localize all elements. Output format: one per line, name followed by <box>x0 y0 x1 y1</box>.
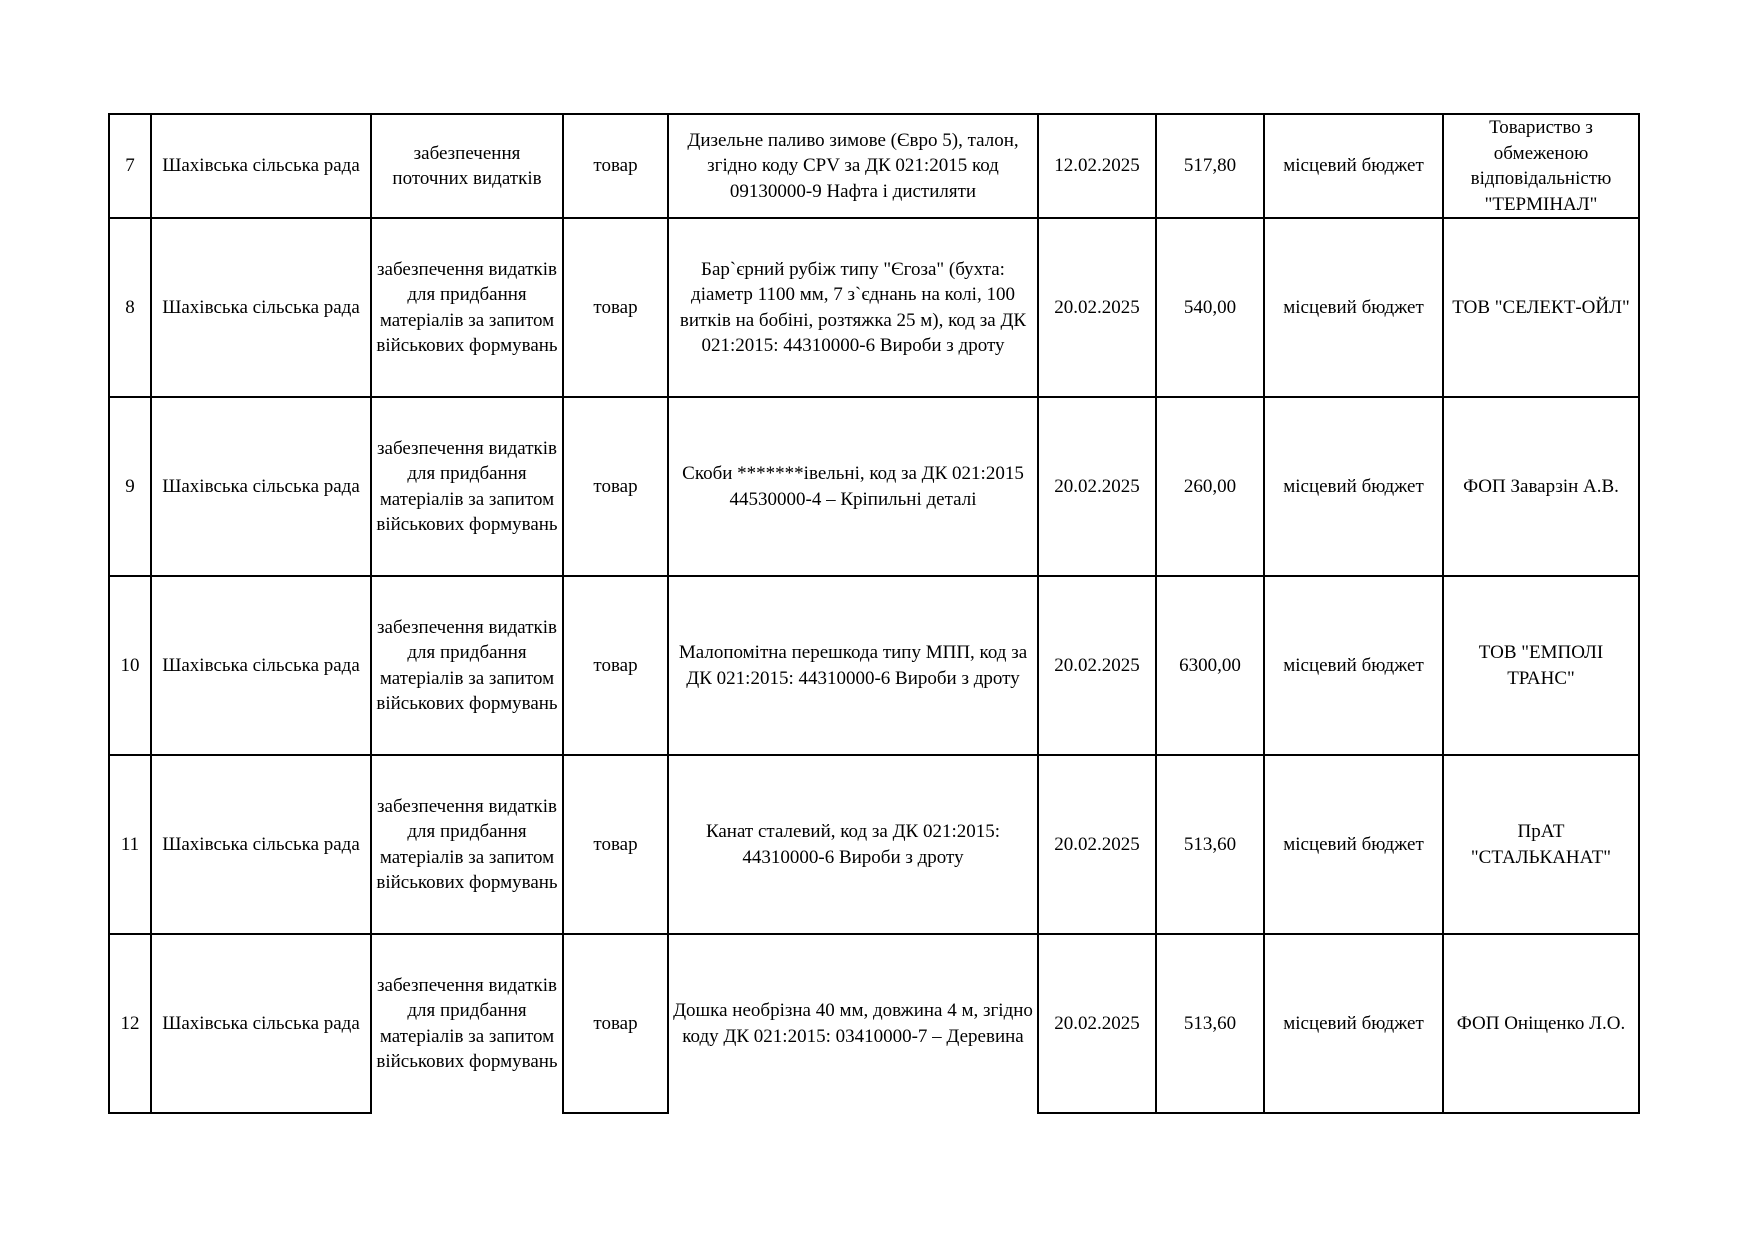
amount-cell: 260,00 <box>1156 397 1264 576</box>
row-number: 10 <box>109 576 151 755</box>
type-cell: товар <box>563 934 668 1113</box>
subject-cell: Малопомітна перешкода типу МПП, код за ДК 021:2015: 44310000-6 Вироби з дроту <box>668 576 1038 755</box>
date-cell: 20.02.2025 <box>1038 755 1156 934</box>
purpose-cell: забезпечення видатків для придбання матеріалів за запитом військових формувань <box>371 576 563 755</box>
supplier-cell: ФОП Заварзін А.В. <box>1443 397 1639 576</box>
organization-cell: Шахівська сільська рада <box>151 114 371 218</box>
row-number: 7 <box>109 114 151 218</box>
row-number: 12 <box>109 934 151 1113</box>
amount-cell: 540,00 <box>1156 218 1264 397</box>
type-cell: товар <box>563 576 668 755</box>
purpose-cell: забезпечення поточних видатків <box>371 114 563 218</box>
date-cell: 20.02.2025 <box>1038 576 1156 755</box>
type-cell: товар <box>563 114 668 218</box>
type-cell: товар <box>563 397 668 576</box>
funding-source-cell: місцевий бюджет <box>1264 576 1443 755</box>
funding-source-cell: місцевий бюджет <box>1264 114 1443 218</box>
funding-source-cell: місцевий бюджет <box>1264 934 1443 1113</box>
row-number: 8 <box>109 218 151 397</box>
funding-source-cell: місцевий бюджет <box>1264 218 1443 397</box>
date-cell: 20.02.2025 <box>1038 218 1156 397</box>
procurement-table <box>108 113 1640 1114</box>
purpose-cell: забезпечення видатків для придбання матеріалів за запитом військових формувань <box>371 397 563 576</box>
table-row <box>109 218 1639 397</box>
row-number: 9 <box>109 397 151 576</box>
funding-source-cell: місцевий бюджет <box>1264 755 1443 934</box>
type-cell: товар <box>563 218 668 397</box>
funding-source-cell: місцевий бюджет <box>1264 397 1443 576</box>
subject-cell: Скоби *******івельні, код за ДК 021:2015 44530000-4 – Кріпильні деталі <box>668 397 1038 576</box>
subject-cell: Дизельне паливо зимове (Євро 5), талон, згідно коду CPV за ДК 021:2015 код 09130000-9 Нафта і дистиляти <box>668 114 1038 218</box>
organization-cell: Шахівська сільська рада <box>151 397 371 576</box>
amount-cell: 513,60 <box>1156 755 1264 934</box>
amount-cell: 517,80 <box>1156 114 1264 218</box>
amount-cell: 513,60 <box>1156 934 1264 1113</box>
table-row <box>109 934 1639 1113</box>
row-number: 11 <box>109 755 151 934</box>
supplier-cell: ПрАТ "СТАЛЬКАНАТ" <box>1443 755 1639 934</box>
organization-cell: Шахівська сільська рада <box>151 218 371 397</box>
table-row <box>109 114 1639 218</box>
subject-cell: Бар`єрний рубіж типу "Єгоза" (бухта: діаметр 1100 мм, 7 з`єднань на колі, 100 витків на бобіні, розтяжка 25 м), код за ДК 021:2015: 44310000-6 Вироби з дроту <box>668 218 1038 397</box>
date-cell: 20.02.2025 <box>1038 397 1156 576</box>
organization-cell: Шахівська сільська рада <box>151 576 371 755</box>
amount-cell: 6300,00 <box>1156 576 1264 755</box>
organization-cell: Шахівська сільська рада <box>151 934 371 1113</box>
subject-cell: Канат сталевий, код за ДК 021:2015: 44310000-6 Вироби з дроту <box>668 755 1038 934</box>
table-row <box>109 755 1639 934</box>
supplier-cell: ТОВ "СЕЛЕКТ-ОЙЛ" <box>1443 218 1639 397</box>
organization-cell: Шахівська сільська рада <box>151 755 371 934</box>
type-cell: товар <box>563 755 668 934</box>
table-row <box>109 576 1639 755</box>
subject-cell: Дошка необрізна 40 мм, довжина 4 м, згідно коду ДК 021:2015: 03410000-7 – Деревина <box>668 934 1038 1113</box>
purpose-cell: забезпечення видатків для придбання матеріалів за запитом військових формувань <box>371 218 563 397</box>
purpose-cell: забезпечення видатків для придбання матеріалів за запитом військових формувань <box>371 934 563 1113</box>
date-cell: 20.02.2025 <box>1038 934 1156 1113</box>
supplier-cell: ФОП Оніщенко Л.О. <box>1443 934 1639 1113</box>
table-row <box>109 397 1639 576</box>
supplier-cell: Товариство з обмеженою відповідальністю "ТЕРМІНАЛ" <box>1443 114 1639 218</box>
date-cell: 12.02.2025 <box>1038 114 1156 218</box>
supplier-cell: ТОВ "ЕМПОЛІ ТРАНС" <box>1443 576 1639 755</box>
purpose-cell: забезпечення видатків для придбання матеріалів за запитом військових формувань <box>371 755 563 934</box>
